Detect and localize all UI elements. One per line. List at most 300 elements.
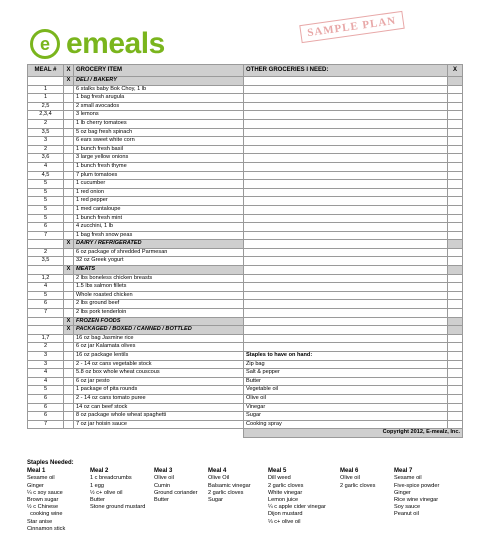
other-checkbox-cell[interactable]	[448, 300, 463, 309]
other-checkbox-cell[interactable]	[448, 111, 463, 120]
grocery-item: MEATS	[74, 266, 244, 275]
staple-item: ¼ c soy sauce	[27, 489, 63, 496]
table-row	[28, 291, 463, 300]
other-checkbox-cell[interactable]	[448, 326, 463, 335]
grocery-item: 5.8 oz box whole wheat couscous	[74, 369, 244, 378]
checkbox-cell[interactable]	[64, 154, 74, 163]
other-checkbox-cell[interactable]	[448, 369, 463, 378]
section-header-row	[28, 240, 463, 249]
staples-title: Staples Needed:	[27, 460, 74, 466]
other-checkbox-cell[interactable]	[448, 94, 463, 103]
checkbox-cell[interactable]: X	[64, 326, 74, 335]
meal-number: 5	[28, 291, 64, 300]
other-checkbox-cell[interactable]	[448, 394, 463, 403]
table-row	[28, 394, 463, 403]
other-grocery: Staples to have on hand:	[244, 352, 448, 361]
meal-number: 2,5	[28, 102, 64, 111]
table-row	[28, 180, 463, 189]
other-checkbox-cell[interactable]	[448, 145, 463, 154]
emeals-logo	[30, 24, 165, 64]
staple-item: Olive oil	[154, 475, 174, 482]
other-checkbox-cell[interactable]	[448, 317, 463, 326]
meal-number: 2	[28, 343, 64, 352]
header-x: X	[64, 65, 74, 77]
checkbox-cell[interactable]	[64, 171, 74, 180]
other-grocery	[244, 257, 448, 266]
staple-item: Cumin	[154, 482, 171, 489]
table-row	[28, 377, 463, 386]
staple-item: ½ c Chinese	[27, 504, 59, 511]
table-row	[28, 85, 463, 94]
grocery-list-table	[27, 64, 463, 438]
staple-item: Star anise	[27, 518, 53, 525]
grocery-item: FROZEN FOODS	[74, 317, 244, 326]
checkbox-cell[interactable]	[64, 85, 74, 94]
staple-item: Sugar	[208, 497, 223, 504]
grocery-item: 16 oz package lentils	[74, 352, 244, 361]
other-grocery	[244, 77, 448, 86]
other-grocery	[244, 326, 448, 335]
grocery-item: 1 bag fresh snow peas	[74, 231, 244, 240]
meal-number	[28, 317, 64, 326]
other-grocery	[244, 137, 448, 146]
grocery-item: 3 lemons	[74, 111, 244, 120]
meal-number: 7	[28, 420, 64, 429]
other-grocery	[244, 274, 448, 283]
grocery-item: 1 bunch fresh thyme	[74, 162, 244, 171]
checkbox-cell[interactable]	[64, 111, 74, 120]
grocery-item: 1.5 lbs salmon fillets	[74, 283, 244, 292]
grocery-list-body	[28, 77, 463, 438]
staple-item: Soy sauce	[394, 504, 421, 511]
other-checkbox-cell[interactable]	[448, 248, 463, 257]
grocery-item: 14 oz can beef stock	[74, 403, 244, 412]
other-grocery: Vegetable oil	[244, 386, 448, 395]
checkbox-cell[interactable]	[64, 352, 74, 361]
checkbox-cell[interactable]: X	[64, 266, 74, 275]
other-checkbox-cell[interactable]	[448, 214, 463, 223]
table-row	[28, 154, 463, 163]
staples-meal-heading: Meal 6	[340, 468, 359, 475]
table-row	[28, 188, 463, 197]
staple-item: White vinegar	[268, 489, 303, 496]
other-checkbox-cell[interactable]	[448, 171, 463, 180]
table-row	[28, 257, 463, 266]
other-checkbox-cell[interactable]	[448, 266, 463, 275]
grocery-item: 2 - 14 oz cans vegetable stock	[74, 360, 244, 369]
meal-number: 6	[28, 412, 64, 421]
other-checkbox-cell[interactable]	[448, 188, 463, 197]
checkbox-cell[interactable]	[64, 188, 74, 197]
checkbox-cell[interactable]	[64, 274, 74, 283]
other-grocery	[244, 171, 448, 180]
checkbox-cell[interactable]	[64, 394, 74, 403]
staples-meal-column	[340, 468, 394, 533]
other-checkbox-cell[interactable]	[448, 85, 463, 94]
grocery-item: 2 lbs ground beef	[74, 300, 244, 309]
staple-item: 1 egg	[90, 482, 104, 489]
staples-meal-column	[268, 468, 340, 533]
other-grocery	[244, 223, 448, 232]
other-checkbox-cell[interactable]	[448, 291, 463, 300]
other-grocery	[244, 300, 448, 309]
checkbox-cell[interactable]	[64, 180, 74, 189]
staples-meal-heading: Meal 3	[154, 468, 173, 475]
grocery-item: PACKAGED / BOXED / CANNED / BOTTLED	[74, 326, 244, 335]
staple-item: Ground coriander	[154, 489, 198, 496]
other-grocery: Cooking spray	[244, 420, 448, 429]
meal-number: 4	[28, 283, 64, 292]
other-grocery	[244, 205, 448, 214]
staples-meal-column	[90, 468, 154, 533]
checkbox-cell[interactable]	[64, 412, 74, 421]
emeals-logo-icon: e	[30, 29, 60, 59]
checkbox-cell[interactable]	[64, 334, 74, 343]
other-checkbox-cell[interactable]	[448, 205, 463, 214]
table-header-row	[28, 65, 463, 77]
grocery-item: 7 oz jar hoisin sauce	[74, 420, 244, 429]
other-grocery	[244, 309, 448, 318]
checkbox-cell[interactable]	[64, 420, 74, 429]
table-row	[28, 223, 463, 232]
copyright-row	[28, 429, 463, 438]
other-grocery: Salt & pepper	[244, 369, 448, 378]
brand-name: emeals	[66, 27, 165, 60]
other-grocery	[244, 214, 448, 223]
copyright-text: Copyright 2012, E-mealz, Inc.	[244, 429, 463, 438]
staple-item: Peanut oil	[394, 511, 419, 518]
checkbox-cell[interactable]	[64, 94, 74, 103]
staple-item: Balsamic vinegar	[208, 482, 251, 489]
table-row	[28, 205, 463, 214]
checkbox-cell[interactable]	[64, 377, 74, 386]
staples-columns	[27, 468, 467, 533]
staples-meal-heading: Meal 5	[268, 468, 287, 475]
checkbox-cell[interactable]	[64, 283, 74, 292]
staple-item: Dill weed	[268, 475, 291, 482]
grocery-item: 1 red onion	[74, 188, 244, 197]
grocery-item: 2 small avocados	[74, 102, 244, 111]
checkbox-cell[interactable]	[64, 197, 74, 206]
staple-item: Sesame oil	[394, 475, 422, 482]
other-checkbox-cell[interactable]	[448, 119, 463, 128]
staples-meal-heading: Meal 7	[394, 468, 413, 475]
grocery-item: 6 stalks baby Bok Choy, 1 lb	[74, 85, 244, 94]
other-grocery	[244, 248, 448, 257]
staple-item: 2 garlic cloves	[208, 489, 244, 496]
grocery-item: 2 - 14 oz cans tomato puree	[74, 394, 244, 403]
meal-number: 1,2	[28, 274, 64, 283]
table-row	[28, 300, 463, 309]
other-grocery	[244, 111, 448, 120]
table-row	[28, 214, 463, 223]
checkbox-cell[interactable]: X	[64, 317, 74, 326]
checkbox-cell[interactable]	[64, 386, 74, 395]
checkbox-cell[interactable]	[64, 231, 74, 240]
grocery-item: 6 oz jar Kalamata olives	[74, 343, 244, 352]
grocery-item: 5 oz bag fresh spinach	[74, 128, 244, 137]
checkbox-cell[interactable]: X	[64, 240, 74, 249]
meal-number: 5	[28, 188, 64, 197]
meal-number: 5	[28, 386, 64, 395]
other-grocery	[244, 334, 448, 343]
grocery-item: 1 cucumber	[74, 180, 244, 189]
other-checkbox-cell[interactable]	[448, 223, 463, 232]
staple-item: Ginger	[394, 489, 411, 496]
other-grocery	[244, 180, 448, 189]
meal-number	[28, 266, 64, 275]
other-grocery	[244, 85, 448, 94]
other-checkbox-cell[interactable]	[448, 420, 463, 429]
meal-number: 2	[28, 119, 64, 128]
meal-number: 5	[28, 197, 64, 206]
checkbox-cell[interactable]	[64, 223, 74, 232]
section-header-row	[28, 317, 463, 326]
staple-item: ½ c+ olive oil	[90, 489, 123, 496]
grocery-item: 2 lbs boneless chicken breasts	[74, 274, 244, 283]
checkbox-cell[interactable]	[64, 162, 74, 171]
staple-item: Cinnamon stick	[27, 525, 66, 532]
other-checkbox-cell[interactable]	[448, 352, 463, 361]
other-checkbox-cell[interactable]	[448, 240, 463, 249]
other-checkbox-cell[interactable]	[448, 309, 463, 318]
table-row	[28, 412, 463, 421]
other-checkbox-cell[interactable]	[448, 403, 463, 412]
meal-number: 3	[28, 360, 64, 369]
meal-number: 3	[28, 352, 64, 361]
meal-number: 3,6	[28, 154, 64, 163]
meal-number: 7	[28, 309, 64, 318]
other-grocery	[244, 231, 448, 240]
table-row	[28, 309, 463, 318]
other-grocery: Vinegar	[244, 403, 448, 412]
header-grocery-item: GROCERY ITEM	[74, 65, 244, 77]
other-grocery	[244, 343, 448, 352]
grocery-item: 6 oz package of shredded Parmesan	[74, 248, 244, 257]
checkbox-cell[interactable]	[64, 137, 74, 146]
staple-item: Butter	[154, 497, 169, 504]
table-row	[28, 420, 463, 429]
grocery-item: 1 med cantaloupe	[74, 205, 244, 214]
staple-item: Five-spice powder	[394, 482, 440, 489]
grocery-item: DAIRY / REFRIGERATED	[74, 240, 244, 249]
other-checkbox-cell[interactable]	[448, 412, 463, 421]
other-checkbox-cell[interactable]	[448, 77, 463, 86]
meal-number	[28, 240, 64, 249]
table-row	[28, 231, 463, 240]
header-x-other: X	[448, 65, 463, 77]
meal-number: 2,3,4	[28, 111, 64, 120]
other-grocery	[244, 145, 448, 154]
table-row	[28, 334, 463, 343]
staples-meal-column	[394, 468, 464, 533]
sample-plan-stamp: SAMPLE PLAN	[299, 11, 404, 43]
checkbox-cell[interactable]	[64, 145, 74, 154]
table-row	[28, 94, 463, 103]
meal-number: 3	[28, 137, 64, 146]
meal-number: 1	[28, 85, 64, 94]
other-checkbox-cell[interactable]	[448, 360, 463, 369]
meal-number: 2	[28, 248, 64, 257]
meal-number: 3,5	[28, 128, 64, 137]
checkbox-cell[interactable]	[64, 119, 74, 128]
other-checkbox-cell[interactable]	[448, 257, 463, 266]
meal-number: 6	[28, 403, 64, 412]
other-grocery	[244, 94, 448, 103]
meal-number: 5	[28, 205, 64, 214]
meal-number: 4,5	[28, 171, 64, 180]
table-row	[28, 162, 463, 171]
other-grocery: Zip bag	[244, 360, 448, 369]
other-checkbox-cell[interactable]	[448, 386, 463, 395]
grocery-item: 16 oz bag Jasmine rice	[74, 334, 244, 343]
checkbox-cell[interactable]: X	[64, 77, 74, 86]
staple-item: Brown sugar	[27, 497, 59, 504]
other-checkbox-cell[interactable]	[448, 334, 463, 343]
other-checkbox-cell[interactable]	[448, 102, 463, 111]
meal-number: 4	[28, 369, 64, 378]
staple-item: 2 garlic cloves	[268, 482, 304, 489]
checkbox-cell[interactable]	[64, 343, 74, 352]
table-row	[28, 197, 463, 206]
staple-item: ⅓ c+ olive oil	[268, 518, 301, 525]
meal-number: 5	[28, 214, 64, 223]
staples-meal-column	[27, 468, 90, 533]
checkbox-cell[interactable]	[64, 291, 74, 300]
meal-number: 2	[28, 145, 64, 154]
staples-meal-column	[154, 468, 208, 533]
table-row	[28, 171, 463, 180]
copyright-spacer	[28, 429, 244, 438]
table-row	[28, 283, 463, 292]
table-row	[28, 352, 463, 361]
other-grocery: Olive oil	[244, 394, 448, 403]
table-row	[28, 248, 463, 257]
checkbox-cell[interactable]	[64, 214, 74, 223]
other-grocery	[244, 102, 448, 111]
section-header-row	[28, 326, 463, 335]
other-checkbox-cell[interactable]	[448, 162, 463, 171]
staple-item: cooking wine	[27, 511, 63, 518]
staple-item: Rice wine vinegar	[394, 497, 439, 504]
grocery-item: 1 lb cherry tomatoes	[74, 119, 244, 128]
other-checkbox-cell[interactable]	[448, 283, 463, 292]
table-row	[28, 386, 463, 395]
staples-meal-column	[208, 468, 268, 533]
checkbox-cell[interactable]	[64, 257, 74, 266]
checkbox-cell[interactable]	[64, 360, 74, 369]
grocery-item: 2 lbs pork tenderloin	[74, 309, 244, 318]
other-checkbox-cell[interactable]	[448, 137, 463, 146]
grocery-item: 4 zucchini, 1 lb	[74, 223, 244, 232]
header-meal: MEAL #	[28, 65, 64, 77]
table-row	[28, 119, 463, 128]
staple-item: 1 c breadcrumbs	[90, 475, 132, 482]
table-row	[28, 369, 463, 378]
staple-item: 2 garlic cloves	[340, 482, 376, 489]
staples-meal-heading: Meal 2	[90, 468, 109, 475]
staple-item: Sesame oil	[27, 475, 55, 482]
header-other-groceries: OTHER GROCERIES I NEED:	[244, 65, 448, 77]
table-row	[28, 274, 463, 283]
meal-number: 3,5	[28, 257, 64, 266]
checkbox-cell[interactable]	[64, 403, 74, 412]
other-grocery: Sugar	[244, 412, 448, 421]
meal-number: 6	[28, 223, 64, 232]
meal-number: 6	[28, 394, 64, 403]
grocery-item: 7 plum tomatoes	[74, 171, 244, 180]
staple-item: Butter	[90, 497, 105, 504]
other-checkbox-cell[interactable]	[448, 197, 463, 206]
checkbox-cell[interactable]	[64, 300, 74, 309]
staple-item: Ginger	[27, 482, 44, 489]
table-row	[28, 343, 463, 352]
other-checkbox-cell[interactable]	[448, 128, 463, 137]
other-checkbox-cell[interactable]	[448, 180, 463, 189]
other-checkbox-cell[interactable]	[448, 343, 463, 352]
table-row	[28, 403, 463, 412]
grocery-item: 1 bunch fresh basil	[74, 145, 244, 154]
grocery-item: Whole roasted chicken	[74, 291, 244, 300]
other-checkbox-cell[interactable]	[448, 231, 463, 240]
table-row	[28, 128, 463, 137]
other-checkbox-cell[interactable]	[448, 274, 463, 283]
checkbox-cell[interactable]	[64, 102, 74, 111]
checkbox-cell[interactable]	[64, 205, 74, 214]
staples-meal-heading: Meal 1	[27, 468, 46, 475]
grocery-item: 32 oz Greek yogurt	[74, 257, 244, 266]
other-grocery: Butter	[244, 377, 448, 386]
meal-number: 1,7	[28, 334, 64, 343]
other-grocery	[244, 197, 448, 206]
grocery-item: 3 large yellow onions	[74, 154, 244, 163]
other-checkbox-cell[interactable]	[448, 154, 463, 163]
other-grocery	[244, 162, 448, 171]
grocery-item: 1 package of pita rounds	[74, 386, 244, 395]
checkbox-cell[interactable]	[64, 128, 74, 137]
other-grocery	[244, 188, 448, 197]
checkbox-cell[interactable]	[64, 369, 74, 378]
table-row	[28, 137, 463, 146]
staple-item: ¼ c apple cider vinegar	[268, 504, 326, 511]
grocery-item: 6 ears sweet white corn	[74, 137, 244, 146]
section-header-row	[28, 266, 463, 275]
other-grocery	[244, 119, 448, 128]
staple-item: Dijon mustard	[268, 511, 303, 518]
staple-item: Olive oil	[340, 475, 360, 482]
table-row	[28, 102, 463, 111]
staple-item: Lemon juice	[268, 497, 299, 504]
other-grocery	[244, 154, 448, 163]
meal-number: 7	[28, 231, 64, 240]
staples-meal-heading: Meal 4	[208, 468, 227, 475]
staples-needed	[27, 460, 467, 533]
grocery-item: 6 oz jar pesto	[74, 377, 244, 386]
section-header-row	[28, 77, 463, 86]
other-grocery	[244, 291, 448, 300]
checkbox-cell[interactable]	[64, 248, 74, 257]
meal-number	[28, 326, 64, 335]
meal-number: 1	[28, 94, 64, 103]
staple-item: Stone ground mustard	[90, 504, 146, 511]
table-row	[28, 145, 463, 154]
checkbox-cell[interactable]	[64, 309, 74, 318]
grocery-item: DELI / BAKERY	[74, 77, 244, 86]
other-checkbox-cell[interactable]	[448, 377, 463, 386]
other-grocery	[244, 240, 448, 249]
other-grocery	[244, 266, 448, 275]
meal-number: 6	[28, 300, 64, 309]
